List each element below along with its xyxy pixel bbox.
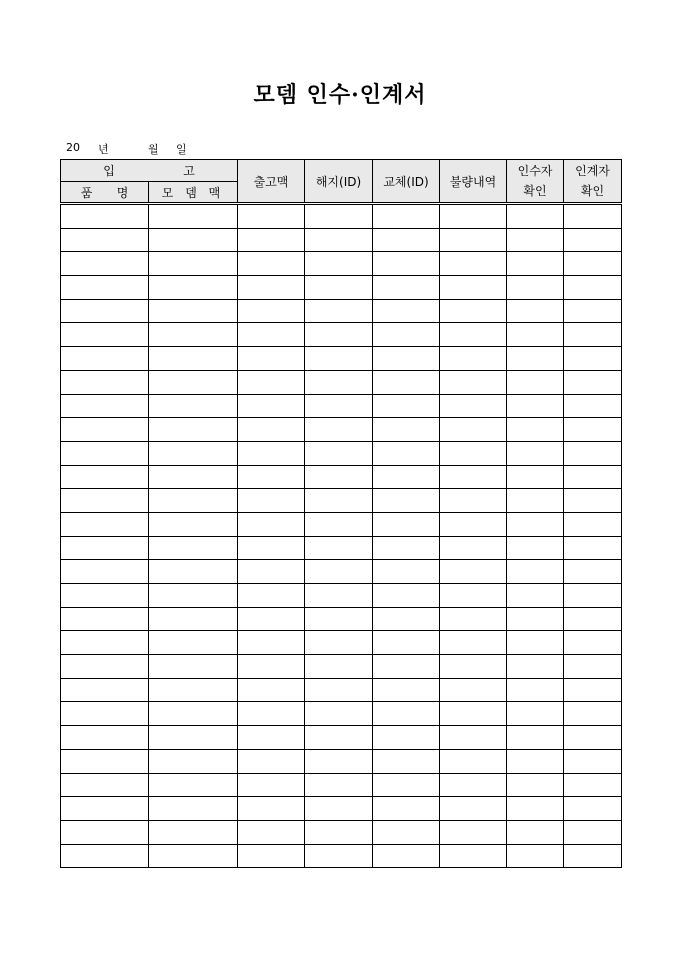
product-name-cell[interactable]: [61, 276, 149, 300]
handover-confirm-cell[interactable]: [564, 465, 622, 489]
modem-mac-cell[interactable]: [149, 726, 238, 750]
termination-id-cell[interactable]: [305, 252, 373, 276]
defect-details-cell[interactable]: [440, 797, 507, 821]
replacement-id-cell[interactable]: [373, 512, 440, 536]
replacement-id-cell[interactable]: [373, 347, 440, 371]
termination-id-cell[interactable]: [305, 655, 373, 679]
shipping-mac-cell[interactable]: [238, 323, 305, 347]
modem-mac-cell[interactable]: [149, 441, 238, 465]
receiver-confirm-cell[interactable]: [507, 347, 564, 371]
defect-details-cell[interactable]: [440, 465, 507, 489]
replacement-id-cell[interactable]: [373, 252, 440, 276]
defect-details-cell[interactable]: [440, 323, 507, 347]
header-modem-mac: 모 뎀 맥: [149, 182, 238, 204]
shipping-mac-cell[interactable]: [238, 228, 305, 252]
product-name-cell[interactable]: [61, 678, 149, 702]
replacement-id-cell[interactable]: [373, 441, 440, 465]
replacement-id-cell[interactable]: [373, 560, 440, 584]
table-row: [61, 844, 622, 868]
header-termination-id: 해지(ID): [305, 160, 373, 204]
replacement-id-cell[interactable]: [373, 726, 440, 750]
document-title: 모뎀 인수·인계서: [253, 82, 427, 108]
product-name-cell[interactable]: [61, 252, 149, 276]
shipping-mac-cell[interactable]: [238, 749, 305, 773]
shipping-mac-cell[interactable]: [238, 370, 305, 394]
handover-confirm-cell[interactable]: [564, 228, 622, 252]
replacement-id-cell[interactable]: [373, 299, 440, 323]
header-product-name-left: 품: [80, 185, 93, 200]
handover-confirm-cell[interactable]: [564, 323, 622, 347]
table-row: [61, 607, 622, 631]
termination-id-cell[interactable]: [305, 797, 373, 821]
product-name-cell[interactable]: [61, 844, 149, 868]
table-row: [61, 536, 622, 560]
modem-mac-cell[interactable]: [149, 228, 238, 252]
shipping-mac-cell[interactable]: [238, 631, 305, 655]
receiver-confirm-cell[interactable]: [507, 418, 564, 442]
product-name-cell[interactable]: [61, 607, 149, 631]
modem-mac-cell[interactable]: [149, 512, 238, 536]
product-name-cell[interactable]: [61, 299, 149, 323]
defect-details-cell[interactable]: [440, 204, 507, 229]
product-name-cell[interactable]: [61, 631, 149, 655]
modem-mac-cell[interactable]: [149, 820, 238, 844]
shipping-mac-cell[interactable]: [238, 441, 305, 465]
modem-mac-cell[interactable]: [149, 536, 238, 560]
product-name-cell[interactable]: [61, 512, 149, 536]
termination-id-cell[interactable]: [305, 678, 373, 702]
receiver-confirm-cell[interactable]: [507, 252, 564, 276]
termination-id-cell[interactable]: [305, 418, 373, 442]
shipping-mac-cell[interactable]: [238, 418, 305, 442]
handover-confirm-cell[interactable]: [564, 797, 622, 821]
table-row: [61, 560, 622, 584]
product-name-cell[interactable]: [61, 726, 149, 750]
shipping-mac-cell[interactable]: [238, 512, 305, 536]
table-row: [61, 773, 622, 797]
defect-details-cell[interactable]: [440, 394, 507, 418]
receiver-confirm-cell[interactable]: [507, 370, 564, 394]
handover-confirm-cell[interactable]: [564, 512, 622, 536]
receiver-confirm-cell[interactable]: [507, 560, 564, 584]
table-row: [61, 797, 622, 821]
handover-confirm-cell[interactable]: [564, 394, 622, 418]
termination-id-cell[interactable]: [305, 465, 373, 489]
termination-id-cell[interactable]: [305, 370, 373, 394]
replacement-id-cell[interactable]: [373, 276, 440, 300]
shipping-mac-cell[interactable]: [238, 773, 305, 797]
modem-mac-cell[interactable]: [149, 560, 238, 584]
replacement-id-cell[interactable]: [373, 631, 440, 655]
termination-id-cell[interactable]: [305, 512, 373, 536]
header-handover-confirm-line2: 확인: [580, 184, 605, 198]
defect-details-cell[interactable]: [440, 678, 507, 702]
replacement-id-cell[interactable]: [373, 228, 440, 252]
product-name-cell[interactable]: [61, 323, 149, 347]
termination-id-cell[interactable]: [305, 347, 373, 371]
shipping-mac-cell[interactable]: [238, 560, 305, 584]
table-row: [61, 726, 622, 750]
header-defect-details: 불량내역: [440, 160, 507, 204]
replacement-id-cell[interactable]: [373, 820, 440, 844]
handover-confirm-cell[interactable]: [564, 560, 622, 584]
shipping-mac-cell[interactable]: [238, 394, 305, 418]
receiver-confirm-cell[interactable]: [507, 844, 564, 868]
handover-confirm-cell[interactable]: [564, 584, 622, 608]
handover-confirm-cell[interactable]: [564, 276, 622, 300]
replacement-id-cell[interactable]: [373, 394, 440, 418]
receiver-confirm-cell[interactable]: [507, 465, 564, 489]
defect-details-cell[interactable]: [440, 299, 507, 323]
handover-confirm-cell[interactable]: [564, 204, 622, 229]
defect-details-cell[interactable]: [440, 489, 507, 513]
handover-confirm-cell[interactable]: [564, 607, 622, 631]
shipping-mac-cell[interactable]: [238, 844, 305, 868]
shipping-mac-cell[interactable]: [238, 347, 305, 371]
defect-details-cell[interactable]: [440, 347, 507, 371]
modem-mac-cell[interactable]: [149, 204, 238, 229]
modem-mac-cell[interactable]: [149, 347, 238, 371]
termination-id-cell[interactable]: [305, 394, 373, 418]
replacement-id-cell[interactable]: [373, 655, 440, 679]
table-row: [61, 252, 622, 276]
table-row: [61, 347, 622, 371]
defect-details-cell[interactable]: [440, 276, 507, 300]
handover-table: [60, 159, 622, 868]
modem-mac-cell[interactable]: [149, 773, 238, 797]
handover-confirm-cell[interactable]: [564, 631, 622, 655]
product-name-cell[interactable]: [61, 394, 149, 418]
defect-details-cell[interactable]: [440, 418, 507, 442]
product-name-cell[interactable]: [61, 655, 149, 679]
table-row: [61, 465, 622, 489]
termination-id-cell[interactable]: [305, 204, 373, 229]
termination-id-cell[interactable]: [305, 441, 373, 465]
product-name-cell[interactable]: [61, 773, 149, 797]
termination-id-cell[interactable]: [305, 228, 373, 252]
replacement-id-cell[interactable]: [373, 702, 440, 726]
termination-id-cell[interactable]: [305, 820, 373, 844]
termination-id-cell[interactable]: [305, 607, 373, 631]
handover-confirm-cell[interactable]: [564, 347, 622, 371]
replacement-id-cell[interactable]: [373, 370, 440, 394]
replacement-id-cell[interactable]: [373, 773, 440, 797]
defect-details-cell[interactable]: [440, 726, 507, 750]
handover-confirm-cell[interactable]: [564, 536, 622, 560]
receiver-confirm-cell[interactable]: [507, 631, 564, 655]
handover-confirm-cell[interactable]: [564, 844, 622, 868]
shipping-mac-cell[interactable]: [238, 536, 305, 560]
replacement-id-cell[interactable]: [373, 797, 440, 821]
shipping-mac-cell[interactable]: [238, 489, 305, 513]
receiver-confirm-cell[interactable]: [507, 584, 564, 608]
modem-mac-cell[interactable]: [149, 607, 238, 631]
receiver-confirm-cell[interactable]: [507, 607, 564, 631]
table-row: [61, 489, 622, 513]
replacement-id-cell[interactable]: [373, 678, 440, 702]
receiver-confirm-cell[interactable]: [507, 726, 564, 750]
shipping-mac-cell[interactable]: [238, 655, 305, 679]
table-row: [61, 749, 622, 773]
header-product-name-right: 명: [116, 185, 129, 200]
modem-mac-cell[interactable]: [149, 465, 238, 489]
receiver-confirm-cell[interactable]: [507, 536, 564, 560]
replacement-id-cell[interactable]: [373, 749, 440, 773]
group-header-incoming: [61, 160, 238, 182]
defect-details-cell[interactable]: [440, 228, 507, 252]
modem-mac-cell[interactable]: [149, 323, 238, 347]
modem-mac-cell[interactable]: [149, 749, 238, 773]
table-row: [61, 678, 622, 702]
handover-confirm-cell[interactable]: [564, 773, 622, 797]
receiver-confirm-cell[interactable]: [507, 655, 564, 679]
termination-id-cell[interactable]: [305, 844, 373, 868]
product-name-cell[interactable]: [61, 536, 149, 560]
header-handover-confirm-line1: 인계자: [575, 164, 610, 178]
receiver-confirm-cell[interactable]: [507, 394, 564, 418]
replacement-id-cell[interactable]: [373, 489, 440, 513]
receiver-confirm-cell[interactable]: [507, 820, 564, 844]
table-row: [61, 228, 622, 252]
handover-confirm-cell[interactable]: [564, 299, 622, 323]
table-row: [61, 276, 622, 300]
group-header-left: 입: [103, 164, 115, 178]
modem-mac-cell[interactable]: [149, 418, 238, 442]
header-product-name: [61, 182, 149, 204]
defect-details-cell[interactable]: [440, 655, 507, 679]
shipping-mac-cell[interactable]: [238, 252, 305, 276]
product-name-cell[interactable]: [61, 584, 149, 608]
handover-confirm-cell[interactable]: [564, 370, 622, 394]
termination-id-cell[interactable]: [305, 726, 373, 750]
handover-confirm-cell[interactable]: [564, 820, 622, 844]
table-row: [61, 394, 622, 418]
replacement-id-cell[interactable]: [373, 607, 440, 631]
handover-confirm-cell[interactable]: [564, 749, 622, 773]
product-name-cell[interactable]: [61, 347, 149, 371]
modem-mac-cell[interactable]: [149, 489, 238, 513]
table-row: [61, 584, 622, 608]
termination-id-cell[interactable]: [305, 584, 373, 608]
header-handover-confirm: [564, 160, 622, 204]
handover-confirm-cell[interactable]: [564, 702, 622, 726]
date-month-label: 월: [148, 143, 159, 156]
receiver-confirm-cell[interactable]: [507, 678, 564, 702]
shipping-mac-cell[interactable]: [238, 276, 305, 300]
receiver-confirm-cell[interactable]: [507, 441, 564, 465]
defect-details-cell[interactable]: [440, 441, 507, 465]
table-row: [61, 370, 622, 394]
handover-confirm-cell[interactable]: [564, 441, 622, 465]
handover-confirm-cell[interactable]: [564, 489, 622, 513]
date-day-label: 일: [176, 143, 187, 156]
header-receiver-confirm-line2: 확인: [523, 184, 547, 198]
modem-mac-cell[interactable]: [149, 394, 238, 418]
receiver-confirm-cell[interactable]: [507, 489, 564, 513]
table-row: [61, 820, 622, 844]
replacement-id-cell[interactable]: [373, 418, 440, 442]
defect-details-cell[interactable]: [440, 773, 507, 797]
receiver-confirm-cell[interactable]: [507, 702, 564, 726]
table-body: [61, 204, 622, 868]
defect-details-cell[interactable]: [440, 820, 507, 844]
receiver-confirm-cell[interactable]: [507, 797, 564, 821]
defect-details-cell[interactable]: [440, 607, 507, 631]
table-row: [61, 204, 622, 229]
termination-id-cell[interactable]: [305, 489, 373, 513]
termination-id-cell[interactable]: [305, 631, 373, 655]
table-row: [61, 655, 622, 679]
receiver-confirm-cell[interactable]: [507, 204, 564, 229]
table-row: [61, 512, 622, 536]
replacement-id-cell[interactable]: [373, 323, 440, 347]
receiver-confirm-cell[interactable]: [507, 299, 564, 323]
receiver-confirm-cell[interactable]: [507, 773, 564, 797]
modem-mac-cell[interactable]: [149, 276, 238, 300]
receiver-confirm-cell[interactable]: [507, 512, 564, 536]
shipping-mac-cell[interactable]: [238, 607, 305, 631]
shipping-mac-cell[interactable]: [238, 820, 305, 844]
termination-id-cell[interactable]: [305, 749, 373, 773]
termination-id-cell[interactable]: [305, 560, 373, 584]
table-row: [61, 418, 622, 442]
group-header-right: 고: [183, 164, 195, 178]
modem-mac-cell[interactable]: [149, 702, 238, 726]
modem-mac-cell[interactable]: [149, 252, 238, 276]
termination-id-cell[interactable]: [305, 323, 373, 347]
termination-id-cell[interactable]: [305, 773, 373, 797]
product-name-cell[interactable]: [61, 560, 149, 584]
receiver-confirm-cell[interactable]: [507, 228, 564, 252]
handover-confirm-cell[interactable]: [564, 252, 622, 276]
product-name-cell[interactable]: [61, 820, 149, 844]
modem-mac-cell[interactable]: [149, 584, 238, 608]
defect-details-cell[interactable]: [440, 370, 507, 394]
table-row: [61, 441, 622, 465]
termination-id-cell[interactable]: [305, 536, 373, 560]
product-name-cell[interactable]: [61, 702, 149, 726]
modem-mac-cell[interactable]: [149, 655, 238, 679]
shipping-mac-cell[interactable]: [238, 678, 305, 702]
header-receiver-confirm-line1: 인수자: [517, 164, 553, 178]
shipping-mac-cell[interactable]: [238, 465, 305, 489]
defect-details-cell[interactable]: [440, 631, 507, 655]
handover-confirm-cell[interactable]: [564, 418, 622, 442]
defect-details-cell[interactable]: [440, 702, 507, 726]
receiver-confirm-cell[interactable]: [507, 323, 564, 347]
termination-id-cell[interactable]: [305, 276, 373, 300]
product-name-cell[interactable]: [61, 797, 149, 821]
product-name-cell[interactable]: [61, 418, 149, 442]
defect-details-cell[interactable]: [440, 512, 507, 536]
modem-mac-cell[interactable]: [149, 299, 238, 323]
handover-confirm-cell[interactable]: [564, 726, 622, 750]
modem-mac-cell[interactable]: [149, 678, 238, 702]
defect-details-cell[interactable]: [440, 560, 507, 584]
replacement-id-cell[interactable]: [373, 584, 440, 608]
shipping-mac-cell[interactable]: [238, 797, 305, 821]
modem-mac-cell[interactable]: [149, 370, 238, 394]
defect-details-cell[interactable]: [440, 749, 507, 773]
modem-mac-cell[interactable]: [149, 797, 238, 821]
receiver-confirm-cell[interactable]: [507, 276, 564, 300]
header-receiver-confirm: [507, 160, 564, 204]
handover-confirm-cell[interactable]: [564, 678, 622, 702]
product-name-cell[interactable]: [61, 749, 149, 773]
header-shipping-mac: 출고맥: [238, 160, 305, 204]
replacement-id-cell[interactable]: [373, 536, 440, 560]
defect-details-cell[interactable]: [440, 252, 507, 276]
product-name-cell[interactable]: [61, 204, 149, 229]
product-name-cell[interactable]: [61, 370, 149, 394]
replacement-id-cell[interactable]: [373, 204, 440, 229]
modem-mac-cell[interactable]: [149, 631, 238, 655]
product-name-cell[interactable]: [61, 465, 149, 489]
defect-details-cell[interactable]: [440, 536, 507, 560]
defect-details-cell[interactable]: [440, 844, 507, 868]
shipping-mac-cell[interactable]: [238, 726, 305, 750]
table-row: [61, 323, 622, 347]
shipping-mac-cell[interactable]: [238, 299, 305, 323]
shipping-mac-cell[interactable]: [238, 702, 305, 726]
termination-id-cell[interactable]: [305, 702, 373, 726]
replacement-id-cell[interactable]: [373, 844, 440, 868]
table-row: [61, 299, 622, 323]
shipping-mac-cell[interactable]: [238, 204, 305, 229]
date-year-label: 년: [98, 143, 109, 156]
table-row: [61, 702, 622, 726]
handover-confirm-cell[interactable]: [564, 655, 622, 679]
modem-mac-cell[interactable]: [149, 844, 238, 868]
product-name-cell[interactable]: [61, 228, 149, 252]
defect-details-cell[interactable]: [440, 584, 507, 608]
product-name-cell[interactable]: [61, 489, 149, 513]
date-year-prefix: 20: [66, 141, 80, 154]
replacement-id-cell[interactable]: [373, 465, 440, 489]
table-row: [61, 631, 622, 655]
receiver-confirm-cell[interactable]: [507, 749, 564, 773]
shipping-mac-cell[interactable]: [238, 584, 305, 608]
product-name-cell[interactable]: [61, 441, 149, 465]
header-replacement-id: 교체(ID): [373, 160, 440, 204]
termination-id-cell[interactable]: [305, 299, 373, 323]
